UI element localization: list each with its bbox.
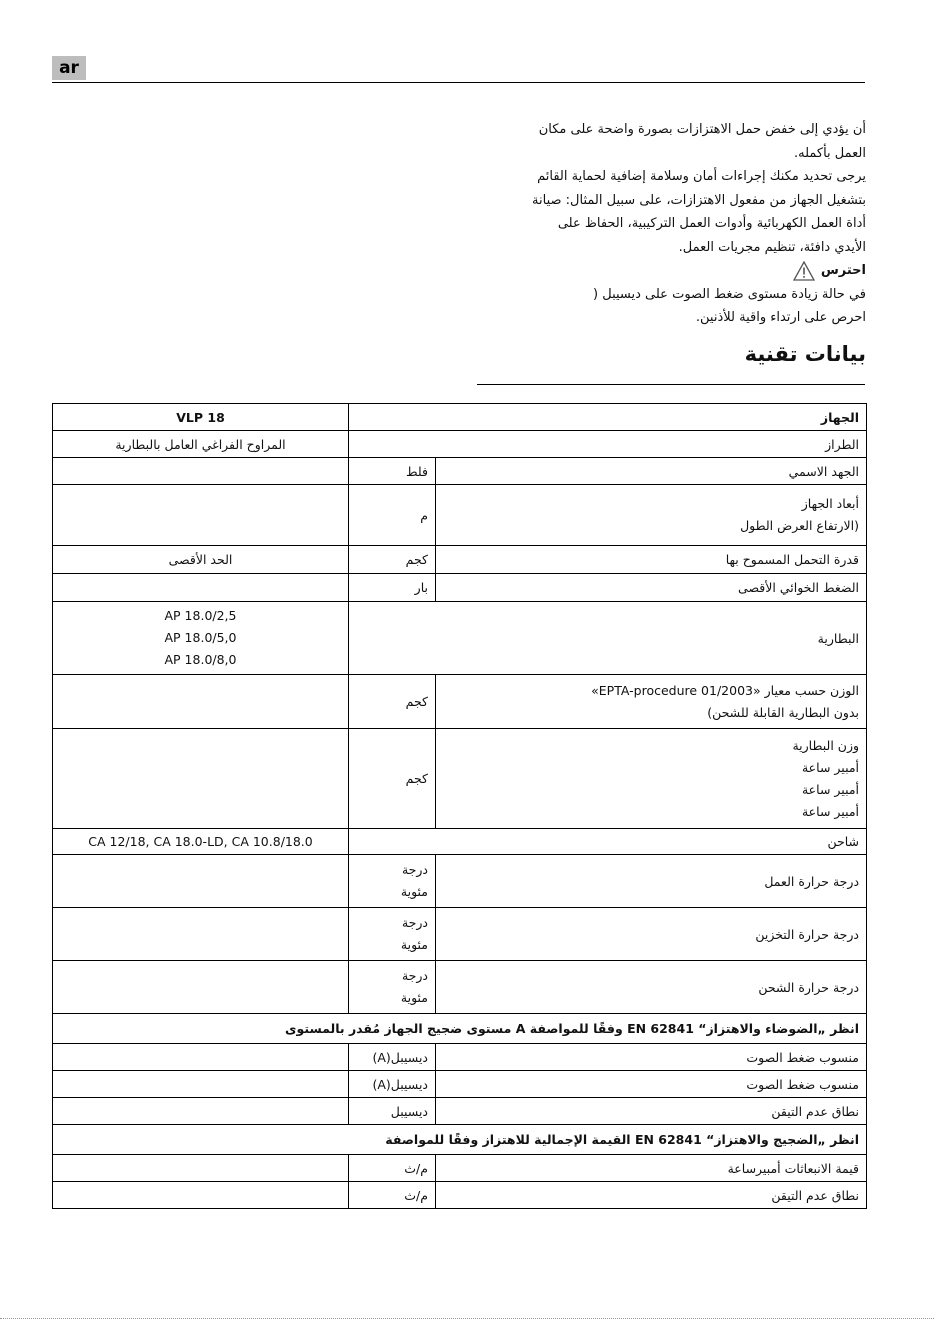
work-temp-value: [53, 855, 349, 908]
sound-uncertainty-unit: ديسيبل: [349, 1098, 436, 1125]
table-row: [53, 855, 867, 908]
battery-weight-label-line: وزن البطارية: [792, 737, 860, 753]
language-badge: ar: [52, 56, 86, 80]
warning-heading: [480, 259, 866, 283]
battery-value: AP 18.0/5,0: [164, 630, 237, 645]
table-row: [53, 729, 867, 829]
table-row: [53, 1071, 867, 1098]
table-row: [53, 829, 867, 855]
max-vacuum-value: [53, 574, 349, 602]
battery-label: البطارية: [349, 602, 867, 675]
table-row: [53, 1014, 867, 1044]
storage-temp-label: درجة حرارة التخزين: [436, 908, 867, 961]
vibration-unit: م/ث: [349, 1155, 436, 1182]
weight-label-line2: بدون البطارية القابلة للشحن): [707, 704, 860, 720]
vibration-header: انظر „الضجيج والاهتزاز“ EN 62841 القيمة الإجمالية للاهتزاز وفقًا للمواصفة: [53, 1125, 867, 1155]
table-row: [53, 1155, 867, 1182]
battery-value: AP 18.0/8,0: [164, 652, 237, 667]
table-row: [53, 908, 867, 961]
table-row: [53, 1044, 867, 1071]
charge-temp-unit: [349, 961, 436, 1014]
technical-data-table: [52, 403, 867, 1209]
sound-pressure-value: [53, 1044, 349, 1071]
vibration-uncertainty-unit: م/ث: [349, 1182, 436, 1209]
storage-temp-unit: [349, 908, 436, 961]
warning-triangle-icon: [793, 261, 815, 281]
dimensions-value: [53, 485, 349, 546]
table-row: [53, 602, 867, 675]
intro-line: العمل بأكمله.: [793, 145, 866, 161]
charger-value: CA 12/18, CA 18.0-LD, CA 10.8/18.0: [53, 829, 349, 855]
nominal-voltage-value: [53, 458, 349, 485]
table-row: [53, 675, 867, 729]
table-row: [53, 1125, 867, 1155]
section-title: بيانات تقنية: [744, 342, 866, 366]
table-row: [53, 1182, 867, 1209]
nominal-voltage-unit: فلط: [349, 458, 436, 485]
battery-weight-unit: كجم: [349, 729, 436, 829]
sound-pressure-label: منسوب ضغط الصوت: [436, 1044, 867, 1071]
battery-weight-label-line: أمبير ساعة: [801, 781, 860, 797]
work-temp-label: درجة حرارة العمل: [436, 855, 867, 908]
footer-dotted-rule: [0, 1318, 934, 1319]
section-divider: [477, 384, 865, 385]
weight-unit: كجم: [349, 675, 436, 729]
vibration-label: قيمة الانبعاثات أمبيرساعة: [436, 1155, 867, 1182]
sound-uncertainty-label: نطاق عدم التيقن: [436, 1098, 867, 1125]
battery-weight-label: [436, 729, 867, 829]
charge-temp-label: درجة حرارة الشحن: [436, 961, 867, 1014]
table-row: [53, 546, 867, 574]
max-vacuum-unit: بار: [349, 574, 436, 602]
intro-line: يرجى تحديد مكنك إجراءات أمان وسلامة إضافية لحماية القائم: [537, 169, 866, 184]
temp-unit-line2: مئوية: [400, 937, 428, 952]
table-row: [53, 458, 867, 485]
dimensions-label-line1: أبعاد الجهاز: [801, 496, 860, 511]
dimensions-unit: م: [349, 485, 436, 546]
intro-line: بتشغيل الجهاز من مفعول الاهتزازات، على سبيل المثال: صيانة: [532, 192, 866, 208]
sound-pressure-unit: ديسيبل(A): [349, 1044, 436, 1071]
header-divider: [52, 82, 865, 83]
dimensions-label-line2: (الارتفاع العرض الطول: [740, 518, 860, 533]
temp-unit-line1: درجة: [401, 862, 428, 877]
intro-text: [480, 118, 866, 330]
sound-power-label: منسوب ضغط الصوت: [436, 1071, 867, 1098]
battery-weight-label-line: أمبير ساعة: [801, 759, 860, 775]
load-capacity-unit: كجم: [349, 546, 436, 574]
table-row: [53, 404, 867, 431]
table-row: [53, 961, 867, 1014]
intro-line: احرص على ارتداء واقية للأذنين.: [695, 310, 866, 325]
sound-power-unit: ديسيبل(A): [349, 1071, 436, 1098]
battery-values: [53, 602, 349, 675]
charge-temp-value: [53, 961, 349, 1014]
temp-unit-line1: درجة: [401, 915, 428, 930]
sound-power-value: [53, 1071, 349, 1098]
dimensions-label: [436, 485, 867, 546]
temp-unit-line2: مئوية: [400, 884, 428, 899]
nominal-voltage-label: الجهد الاسمي: [436, 458, 867, 485]
intro-line: أداة العمل الكهربائية وأدوات العمل التركيبية، الحفاظ على: [557, 216, 866, 231]
load-capacity-label: قدرة التحمل المسموح بها: [436, 546, 867, 574]
intro-line: في حالة زيادة مستوى ضغط الصوت على ديسيبل (: [593, 286, 866, 302]
device-value: VLP 18: [53, 404, 349, 431]
weight-value: [53, 675, 349, 729]
model-label: الطراز: [349, 431, 867, 458]
sound-uncertainty-value: [53, 1098, 349, 1125]
charger-label: شاحن: [349, 829, 867, 855]
vibration-uncertainty-value: [53, 1182, 349, 1209]
table-row: [53, 574, 867, 602]
table-row: [53, 1098, 867, 1125]
battery-weight-value: [53, 729, 349, 829]
battery-weight-label-line: أمبير ساعة: [801, 803, 860, 819]
table-row: [53, 485, 867, 546]
work-temp-unit: [349, 855, 436, 908]
max-vacuum-label: الضغط الخوائي الأقصى: [436, 574, 867, 602]
storage-temp-value: [53, 908, 349, 961]
model-value: المراوح الفراغي العامل بالبطارية: [53, 431, 349, 458]
noise-header: انظر „الضوضاء والاهتزاز“ EN 62841 وفقًا للمواصفة A مستوى ضجيج الجهاز مُقدر بالمستوى: [53, 1014, 867, 1044]
battery-value: AP 18.0/2,5: [164, 608, 237, 623]
weight-label: [436, 675, 867, 729]
device-label: الجهاز: [349, 404, 867, 431]
table-row: [53, 431, 867, 458]
intro-line: الأيدي دافئة، تنظيم مجريات العمل.: [678, 239, 866, 255]
warning-label: احترس: [820, 263, 866, 278]
vibration-uncertainty-label: نطاق عدم التيقن: [436, 1182, 867, 1209]
temp-unit-line1: درجة: [401, 968, 428, 983]
intro-line: أن يؤدي إلى خفض حمل الاهتزازات بصورة واضحة على مكان: [538, 122, 866, 137]
load-capacity-value: الحد الأقصى: [53, 546, 349, 574]
temp-unit-line2: مئوية: [400, 990, 428, 1005]
vibration-value: [53, 1155, 349, 1182]
weight-label-line1: الوزن حسب معيار «EPTA-procedure 01/2003»: [591, 682, 860, 698]
